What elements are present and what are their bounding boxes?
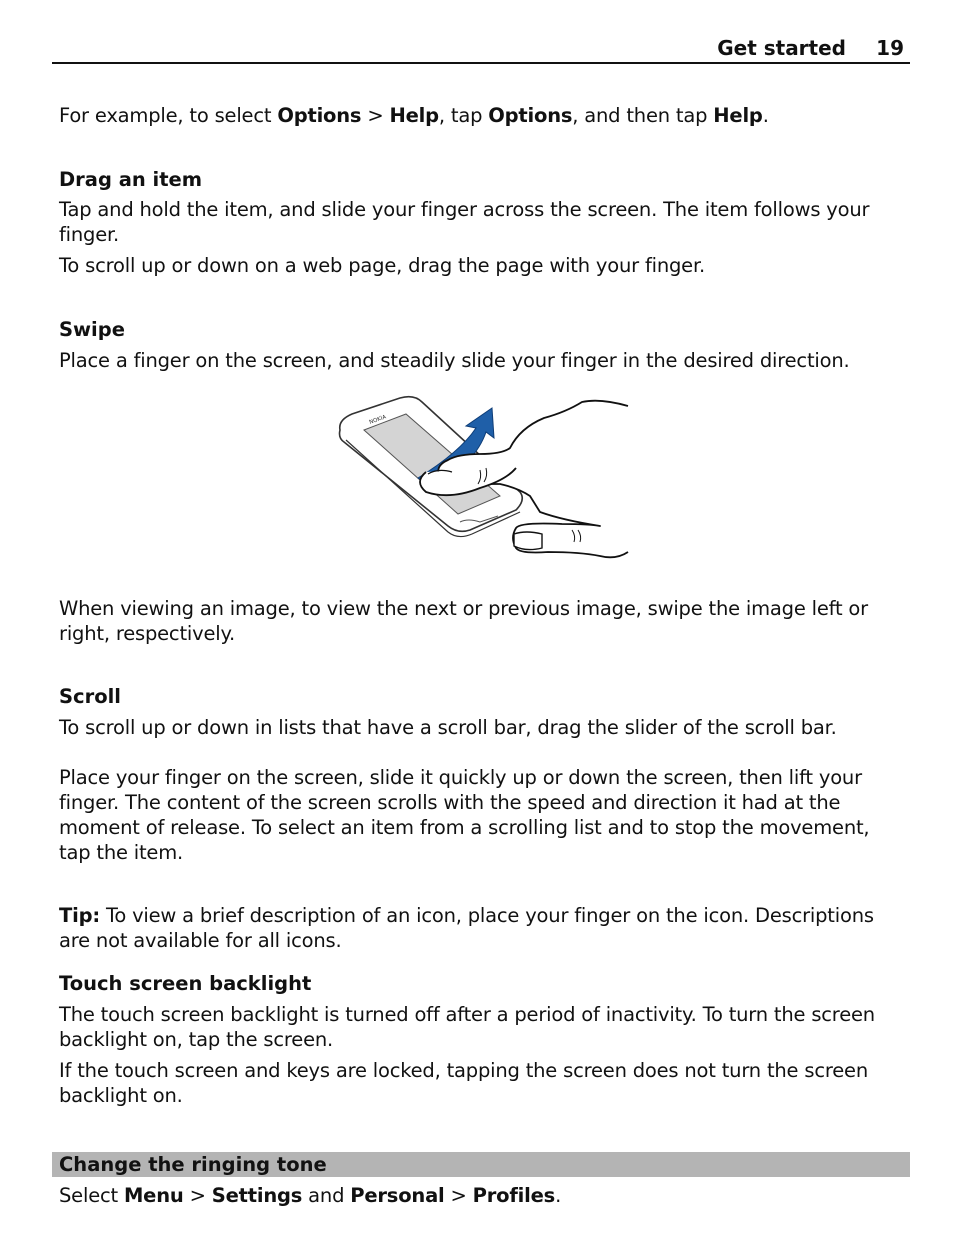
header-title: Get started — [717, 36, 846, 60]
drag-paragraph-2: To scroll up or down on a web page, drag the page with your finger. — [59, 254, 705, 277]
heading-swipe: Swipe — [59, 318, 125, 341]
menu-personal: Personal — [350, 1184, 445, 1207]
heading-drag: Drag an item — [59, 168, 203, 191]
tip-paragraph: Tip: To view a brief description of an icon, place your finger on the icon. Descriptions are not available for all icons. — [59, 904, 874, 952]
backlight-paragraph-1: The touch screen backlight is turned off after a period of inactivity. To turn the screen backlight on, tap the screen. — [59, 1003, 875, 1051]
intro-paragraph: For example, to select Options > Help, tap Options, and then tap Help. — [59, 104, 769, 127]
page-number: 19 — [876, 36, 904, 60]
menu-options-2: Options — [488, 104, 573, 127]
ringing-paragraph: Select Menu > Settings and Personal > Profiles. — [59, 1184, 562, 1207]
backlight-paragraph-2: If the touch screen and keys are locked, tapping the screen does not turn the screen backlight on. — [59, 1059, 868, 1107]
swipe-illustration — [330, 392, 630, 570]
swipe-paragraph-2: When viewing an image, to view the next or previous image, swipe the image left or right, respectively. — [59, 597, 868, 645]
menu-profiles: Profiles — [472, 1184, 556, 1207]
section-header-ringing — [52, 1152, 910, 1177]
menu-options: Options — [277, 104, 362, 127]
scroll-paragraph-1: To scroll up or down in lists that have a scroll bar, drag the slider of the scroll bar. — [59, 716, 837, 739]
section-title: Change the ringing tone — [59, 1153, 327, 1176]
menu-menu: Menu — [123, 1184, 184, 1207]
page-header — [52, 36, 910, 64]
tip-label: Tip: — [59, 904, 100, 927]
phone-brand: NOKIA — [368, 414, 388, 426]
swipe-paragraph-1: Place a finger on the screen, and steadily slide your finger in the desired direction. — [59, 349, 850, 372]
heading-backlight: Touch screen backlight — [59, 972, 312, 995]
drag-paragraph-1: Tap and hold the item, and slide your finger across the screen. The item follows your finger. — [59, 198, 870, 246]
heading-scroll: Scroll — [59, 685, 121, 708]
menu-settings: Settings — [211, 1184, 303, 1207]
menu-help-2: Help — [713, 104, 763, 127]
menu-help: Help — [389, 104, 439, 127]
scroll-paragraph-2: Place your finger on the screen, slide it quickly up or down the screen, then lift your finger. The content of the screen scrolls with the speed and direction it had at the moment of release. To select an item from a scrolling list and to stop the movement, tap the item. — [59, 766, 870, 864]
